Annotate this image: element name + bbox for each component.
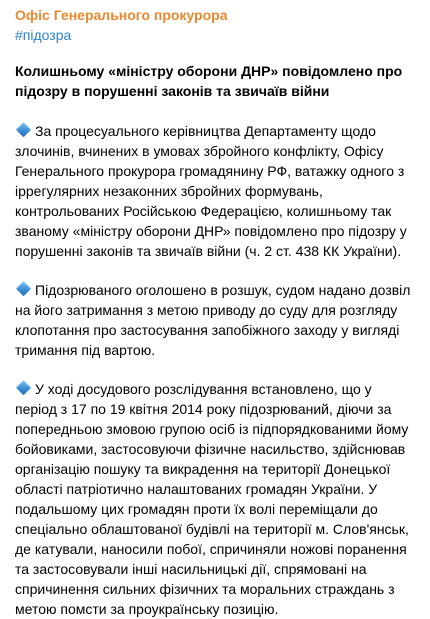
post-paragraph-3: [15, 379, 416, 619]
blue-diamond-icon: [16, 380, 32, 396]
post-headline: Колишньому «міністру оборони ДНР» повідомлено про підозру в порушенні законів та звичаїв війни: [15, 63, 403, 99]
post-paragraph-1: [15, 121, 416, 261]
paragraph-text: У ході досудового розслідування встановлено, що у період з 17 по 19 квітня 2014 року підозрюваний, діючи за попередньою змовою групою осіб із підпорядкованими йому бойовиками, застосовуючи фізичне насильство, здійснював організацію пошуку та викрадення на території Донецької області патріотично налаштованих громадян України. У подальшому цих громадян проти їх волі переміщали до спеціально облаштованої будівлі на території м. Слов'янськ, де катували, наносили побої, спричиняли ножові поранення та застосовували інші насильницькі дії, спрямовані на спричинення сильних фізичних та моральних страждань з метою помсти за проукраїнську позицію.: [15, 381, 409, 617]
paragraph-text: За процесуального керівництва Департаменту щодо злочинів, вчинених в умовах збройного конфлікту, Офісу Генерального прокурора громадянину РФ, ватажку одного з іррегулярних незаконних збройних формувань, контрольованих Російською Федерацією, колишньому так званому «міністру оборони ДНР» повідомлено про підозру у порушенні законів та звичаїв війни (ч. 2 ст. 438 КК України).: [15, 123, 407, 259]
channel-name[interactable]: Офіс Генерального прокурора: [15, 7, 228, 23]
paragraph-text: Підозрюваного оголошено в розшук, судом надано дозвіл на його затримання з метою приводу до суду для розгляду клопотання про застосування запобіжного заходу у вигляді тримання під вартою.: [15, 282, 411, 358]
hashtag-link[interactable]: #підозра: [15, 27, 72, 43]
blue-diamond-icon: [16, 281, 32, 297]
blue-diamond-icon: [16, 122, 32, 138]
post-paragraph-2: [15, 280, 416, 360]
